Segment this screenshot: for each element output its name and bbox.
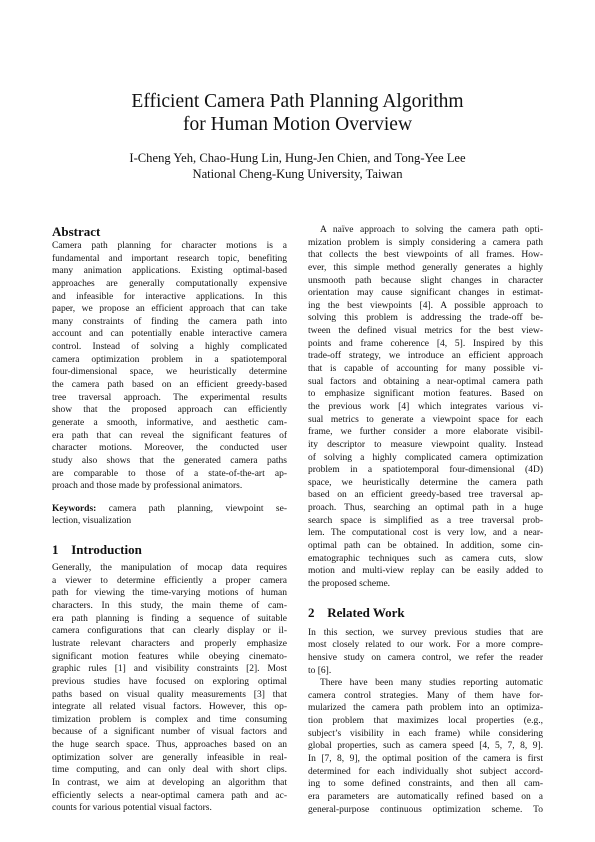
abstract-line: era path that can reveal the significant features of bbox=[52, 430, 287, 441]
related-line: general-purpose continuous optimization scheme. To bbox=[308, 804, 543, 815]
paper-title bbox=[60, 90, 535, 136]
related-line: In this section, we survey previous studies that are bbox=[308, 627, 543, 638]
intro-line: lustrate relevant characters and properly emphasize bbox=[52, 638, 287, 649]
section-title: Related Work bbox=[327, 604, 405, 620]
abstract-line: and infeasible for interactive applications. In this bbox=[52, 291, 287, 302]
abstract-line: generate a smooth, informative, and aesthetic cam- bbox=[52, 417, 287, 428]
intro-line: timization problem is complex and time consuming bbox=[52, 714, 287, 725]
related-line: mularized the camera path problem into an optimiza- bbox=[308, 703, 543, 714]
body-line: proach. Thus, searching an optimal path in a huge bbox=[308, 503, 543, 514]
intro-line: graphic rules [1] and visibility constraints [2]. Most bbox=[52, 664, 287, 675]
body-line: motion and multi-view replay can be easily added to bbox=[308, 566, 543, 577]
body-line: search space is simplified as a tree traversal prob- bbox=[308, 515, 543, 526]
body-line: based on an efficient greedy-based tree traversal ap- bbox=[308, 490, 543, 501]
right-column bbox=[308, 224, 543, 816]
abstract-heading: Abstract bbox=[52, 224, 101, 239]
body-line: unsmooth path because slight changes in character bbox=[308, 275, 543, 286]
section-title: Introduction bbox=[71, 542, 142, 558]
intro-line: previous studies have focused on exploring optimal bbox=[52, 676, 287, 687]
body-line: ematographic techniques such as camera cuts, slow bbox=[308, 553, 543, 564]
author-block bbox=[40, 150, 555, 182]
related-line: determined for each individually shot subject accord- bbox=[308, 766, 543, 777]
intro-line: because of a significant number of visual factors and bbox=[52, 727, 287, 738]
intro-line: integrate all related visual factors. However, this op- bbox=[52, 702, 287, 713]
intro-line: era path planning is finding a sequence of suitable bbox=[52, 613, 287, 624]
related-line: most closely related to our work. For a more compre- bbox=[308, 640, 543, 651]
body-line: lem. The computational cost is very low, and a near- bbox=[308, 528, 543, 539]
related-line: ing to some defined constraints, and then all cam- bbox=[308, 779, 543, 790]
section-heading-introduction bbox=[52, 542, 287, 558]
abstract-line: many constraints of finding the camera path into bbox=[52, 316, 287, 327]
related-line: There have been many studies reporting automatic bbox=[320, 678, 543, 689]
abstract-line: proach and those made by professional animators. bbox=[52, 481, 243, 492]
keywords-text: camera path planning, viewpoint se- bbox=[96, 503, 287, 514]
body-line: the previous work [4] which integrates various vi- bbox=[308, 401, 543, 412]
body-line: of solving a highly complicated camera optimization bbox=[308, 452, 543, 463]
abstract-line: study also shows that the generated camera paths bbox=[52, 455, 287, 466]
intro-line: counts for various potential visual factors. bbox=[52, 803, 212, 814]
intro-line: In contrast, we aim at developing an algorithm that bbox=[52, 777, 287, 788]
abstract-line: four-dimensional space, we heuristically determine bbox=[52, 367, 287, 378]
abstract-line: fundamental and important research topic, benefiting bbox=[52, 253, 287, 264]
body-line: that collects the best viewpoints of all frames. How- bbox=[308, 250, 543, 261]
body-line: the proposed scheme. bbox=[308, 578, 391, 589]
related-line: global properties, such as camera speed [4, 5, 7, 8, 9]. bbox=[308, 741, 543, 752]
section-heading-related-work bbox=[308, 605, 543, 621]
keywords-line: lection, visualization bbox=[52, 516, 132, 527]
intro-line: the huge search space. Thus, approaches based on an bbox=[52, 740, 287, 751]
body-line: ing the best viewpoints [4]. A possible approach to bbox=[308, 300, 543, 311]
body-line: orientation may cause significant changes in estimat- bbox=[308, 288, 543, 299]
abstract-line: paper, we propose an efficient approach that can take bbox=[52, 304, 287, 315]
intro-line: Generally, the manipulation of mocap data requires bbox=[52, 563, 287, 574]
related-text-2 bbox=[308, 677, 543, 816]
body-line: ever, this simple method generally generates a highly bbox=[308, 262, 543, 273]
spacer bbox=[308, 591, 543, 605]
spacer bbox=[52, 528, 287, 542]
title-line-2: for Human Motion Overview bbox=[182, 114, 413, 135]
intro-line: time computing, and can only deal with short clips. bbox=[52, 765, 287, 776]
related-line: to [6]. bbox=[308, 665, 332, 676]
abstract-line: are comparable to those of a state-of-the-art ap- bbox=[52, 468, 287, 479]
abstract-line: tree traversal approach. The experimental results bbox=[52, 392, 287, 403]
abstract-line: approaches are generally computationally expensive bbox=[52, 278, 287, 289]
body-line: that is capable of accounting for many possible vi- bbox=[308, 364, 543, 375]
abstract-text bbox=[52, 240, 287, 493]
author-names: I-Cheng Yeh, Chao-Hung Lin, Hung-Jen Chien, and Tong-Yee Lee bbox=[129, 151, 466, 165]
related-line: In [7, 8, 9], the optimal position of the camera is first bbox=[308, 753, 543, 764]
body-line: points and frame coherence [4, 5]. Inspired by this bbox=[308, 338, 543, 349]
abstract-line: Camera path planning for character motions is a bbox=[52, 241, 287, 251]
body-line: trade-off strategy, we introduce an efficient approach bbox=[308, 351, 543, 362]
intro-line: optimization solver are generally infeasible in real- bbox=[52, 752, 287, 763]
body-line: tween the defined visual metrics for the best view- bbox=[308, 326, 543, 337]
affiliation: National Cheng-Kung University, Taiwan bbox=[192, 167, 403, 181]
abstract-line: account and can potentially enable interactive camera bbox=[52, 329, 287, 340]
body-line: sual metrics to generate a viewpoint space for each bbox=[308, 414, 543, 425]
related-line: camera control strategies. Many of them have for- bbox=[308, 690, 543, 701]
abstract-line: character motions. Moreover, the conducted user bbox=[52, 443, 287, 454]
related-text-1 bbox=[308, 627, 543, 678]
abstract-line: many animation applications. Existing optimal-based bbox=[52, 266, 287, 277]
abstract-line: control. Instead of solving a highly complicated bbox=[52, 342, 287, 353]
related-line: hensive study on camera control, we refer the reader bbox=[308, 652, 543, 663]
intro-line: camera configurations that can clearly display or il- bbox=[52, 626, 287, 637]
related-line: subject’s visibility in each frame) while considering bbox=[308, 728, 543, 739]
body-line: solving this problem is addressing the trade-off be- bbox=[308, 313, 543, 324]
body-line: to emphasize significant motion features. Based on bbox=[308, 389, 543, 400]
keywords-label: Keywords: bbox=[52, 503, 97, 514]
spacer bbox=[52, 493, 287, 503]
title-line-1: Efficient Camera Path Planning Algorithm bbox=[131, 91, 464, 112]
intro-line: characters. In this study, the main theme of cam- bbox=[52, 601, 287, 612]
body-line: space, we heuristically determine the camera path bbox=[308, 477, 543, 488]
body-line: mization problem is simply considering a camera path bbox=[308, 237, 543, 248]
body-line: problem in a spatiotemporal four-dimensional (4D) bbox=[308, 465, 543, 476]
intro-line: a viewer to determine efficiently a proper camera bbox=[52, 575, 287, 586]
intro-line: paths based on visual quality measurements [3] that bbox=[52, 689, 287, 700]
body-line: ity descriptor to measure viewpoint quality. Instead bbox=[308, 439, 543, 450]
left-column bbox=[52, 224, 287, 815]
abstract-line: the camera path based on an efficient greedy-based bbox=[52, 380, 287, 391]
intro-line: significant motion features while obeying cinemato- bbox=[52, 651, 287, 662]
body-line: optimal path can be obtained. In addition, some cin- bbox=[308, 541, 543, 552]
section-number: 1 bbox=[52, 542, 59, 558]
related-line: tion problem that maximizes local properties (e.g., bbox=[308, 716, 543, 727]
related-line: era parameters are automatically refined based on a bbox=[308, 791, 543, 802]
section-number: 2 bbox=[308, 604, 315, 620]
keywords bbox=[52, 503, 287, 528]
intro-text bbox=[52, 562, 287, 815]
body-line: sual factors and obtaining a near-optimal camera path bbox=[308, 376, 543, 387]
body-line: A naïve approach to solving the camera path opti- bbox=[320, 225, 543, 235]
body-line: frame, we further consider a more elaborate visibil- bbox=[308, 427, 543, 438]
abstract-line: camera optimization problem in a spatiotemporal bbox=[52, 354, 287, 365]
abstract-line: show that the proposed approach can efficiently bbox=[52, 405, 287, 416]
keywords-line bbox=[52, 503, 287, 516]
intro-line: path for viewing the time-varying motions of human bbox=[52, 588, 287, 599]
intro-line: efficiently selects a near-optimal camera path and ac- bbox=[52, 790, 287, 801]
intro-continued-text bbox=[308, 224, 543, 591]
